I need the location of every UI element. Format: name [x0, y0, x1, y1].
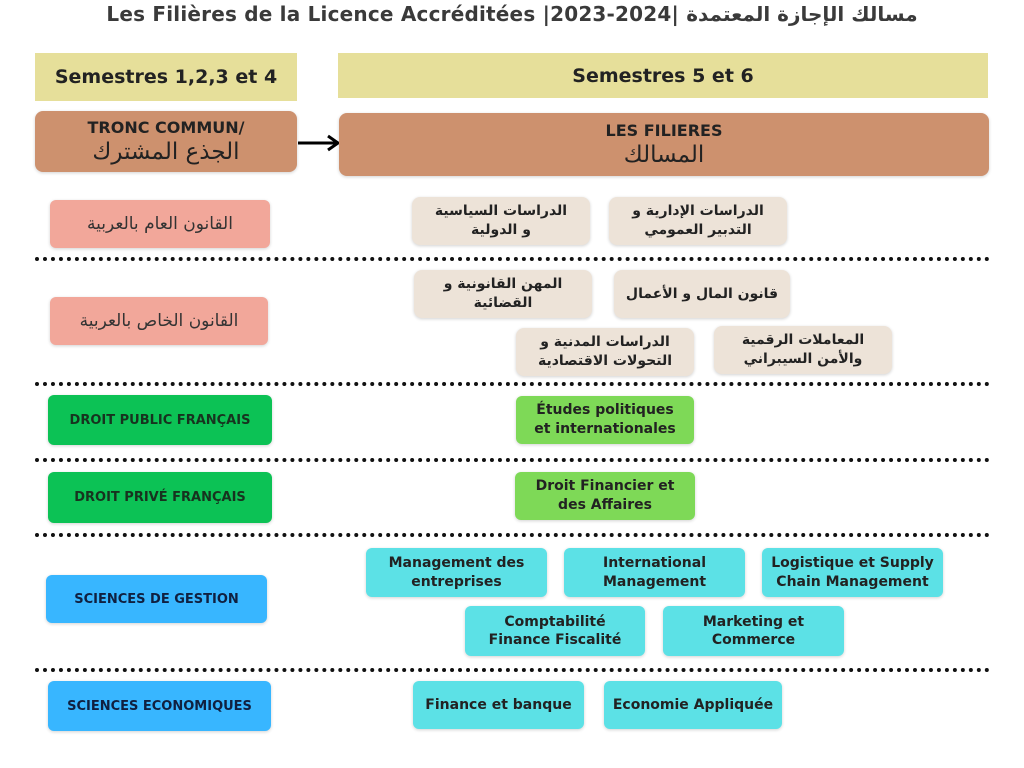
- tronc-commun-ar: الجذع المشترك: [92, 139, 240, 165]
- track-line: قانون المال و الأعمال: [625, 285, 779, 302]
- track-line: المهن القانونية و: [443, 276, 563, 293]
- label-droit-public-arabe: القانون العام بالعربية: [50, 200, 270, 248]
- les-filieres-box: [339, 113, 989, 176]
- track-card: [515, 472, 695, 520]
- les-filieres-fr: LES FILIERES: [605, 121, 723, 140]
- arrow-right-icon: [298, 134, 342, 152]
- track-card: [714, 326, 892, 374]
- track-line: et internationales: [534, 421, 676, 437]
- track-line: Management des: [388, 555, 525, 572]
- les-filieres-ar: المسالك: [623, 142, 705, 168]
- track-line: entreprises: [411, 573, 502, 590]
- track-line: Commerce: [711, 632, 796, 648]
- label-droit-prive-arabe: القانون الخاص بالعربية: [50, 297, 268, 345]
- row-separator: [35, 668, 990, 672]
- track-line: Economie Appliquée: [612, 696, 774, 713]
- label-droit-public-francais: DROIT PUBLIC FRANÇAIS: [48, 395, 272, 445]
- row-separator: [35, 533, 990, 537]
- track-line: Finance Fiscalité: [488, 632, 622, 648]
- row-separator: [35, 458, 990, 462]
- track-line: Logistique et Supply: [771, 555, 934, 572]
- track-line: Études politiques: [536, 402, 674, 419]
- track-card: [366, 548, 547, 597]
- track-line: المعاملات الرقمية: [741, 332, 865, 349]
- track-line: Management: [602, 573, 707, 590]
- track-line: Marketing et: [702, 613, 805, 630]
- label-sciences-de-gestion: SCIENCES DE GESTION: [46, 575, 267, 623]
- row-separator: [35, 257, 990, 261]
- track-card: [413, 681, 584, 729]
- track-card: [516, 396, 694, 444]
- track-line: International: [602, 555, 706, 572]
- track-line: الدراسات السياسية: [434, 203, 568, 220]
- track-card: [516, 328, 694, 376]
- track-card: [604, 681, 782, 729]
- track-card: [414, 270, 592, 318]
- tronc-commun-fr: TRONC COMMUN/: [87, 118, 245, 137]
- track-line: والأمن السيبراني: [743, 351, 863, 367]
- track-line: القضائية: [473, 295, 533, 311]
- track-line: الدراسات المدنية و: [540, 334, 670, 351]
- track-line: Droit Financier et: [535, 478, 675, 495]
- track-line: Chain Management: [776, 573, 929, 590]
- track-line: و الدولية: [471, 222, 531, 238]
- track-card: [762, 548, 943, 597]
- tronc-commun-box: [35, 111, 297, 172]
- track-card: [614, 270, 790, 318]
- label-droit-prive-francais: DROIT PRIVÉ FRANÇAIS: [48, 472, 272, 523]
- row-separator: [35, 382, 990, 386]
- track-card: [412, 197, 590, 245]
- track-line: التدبير العمومي: [644, 222, 752, 238]
- track-line: التحولات الاقتصادية: [537, 353, 673, 369]
- track-card: [564, 548, 745, 597]
- track-line: الدراسات الإدارية و: [632, 203, 764, 220]
- track-line: Finance et banque: [425, 696, 572, 713]
- semesters-5-6-header: Semestres 5 et 6: [338, 53, 988, 98]
- semesters-1-4-header: Semestres 1,2,3 et 4: [35, 53, 297, 101]
- page-title: Les Filières de la Licence Accréditées |2023-2024| مسالك الإجازة المعتمدة: [106, 2, 918, 26]
- track-card: [663, 606, 844, 656]
- label-sciences-economiques: SCIENCES ECONOMIQUES: [48, 681, 271, 731]
- track-card: [465, 606, 645, 656]
- track-line: des Affaires: [558, 497, 652, 513]
- track-card: [609, 197, 787, 245]
- track-line: Comptabilité: [504, 613, 606, 630]
